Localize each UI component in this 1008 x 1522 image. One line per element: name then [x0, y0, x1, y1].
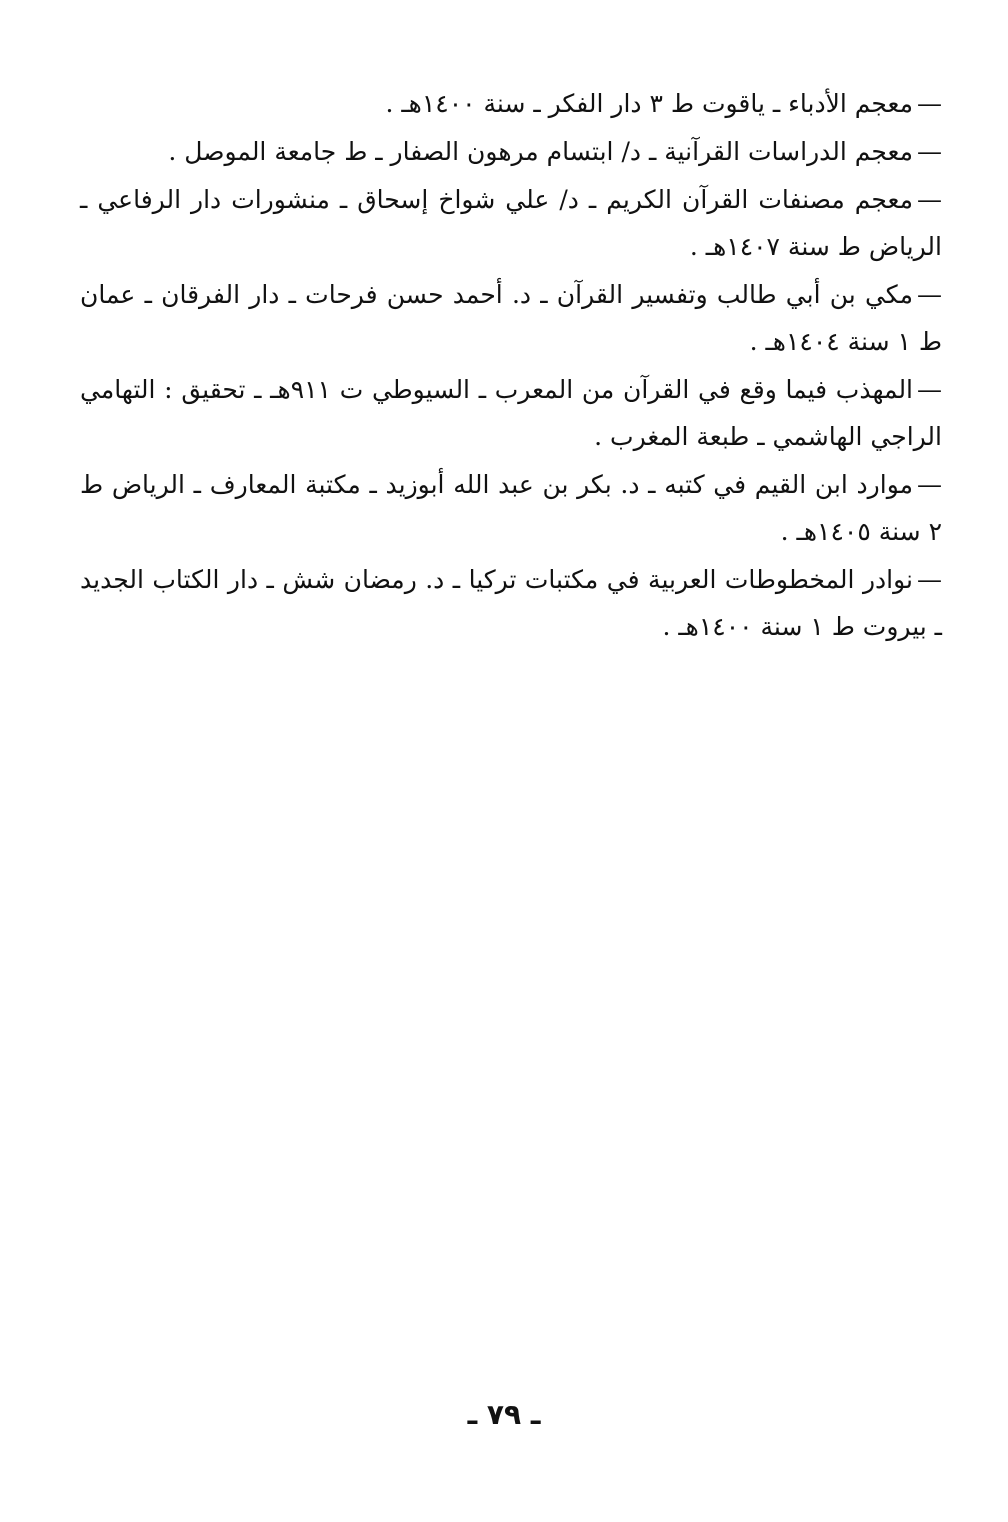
entry-dash: — — [917, 280, 942, 309]
reference-text: معجم مصنفات القرآن الكريم ـ د/ علي شواخ إسحاق ـ منشورات دار الرفاعي ـ الرياض ط سنة ١٤٠٧هـ . — [80, 185, 942, 261]
reference-entry — [80, 366, 942, 460]
entry-dash: — — [917, 137, 942, 166]
entry-dash: — — [917, 89, 942, 118]
reference-entry — [80, 271, 942, 365]
entry-dash: — — [917, 565, 942, 594]
reference-list — [80, 80, 942, 651]
reference-entry — [80, 128, 942, 175]
reference-text: المهذب فيما وقع في القرآن من المعرب ـ السيوطي ت ٩١١هـ ـ تحقيق : التهامي الراجي الهاشمي ـ طبعة المغرب . — [80, 375, 942, 451]
page-number: ـ ٧٩ ـ — [467, 1398, 541, 1431]
entry-dash: — — [917, 185, 942, 214]
reference-entry — [80, 461, 942, 555]
reference-text: معجم الأدباء ـ ياقوت ط ٣ دار الفكر ـ سنة ١٤٠٠هـ . — [385, 89, 913, 118]
entry-dash: — — [917, 375, 943, 404]
reference-text: موارد ابن القيم في كتبه ـ د. بكر بن عبد الله أبوزيد ـ مكتبة المعارف ـ الرياض ط ٢ سنة ١٤٠٥هـ . — [80, 470, 942, 546]
reference-text: معجم الدراسات القرآنية ـ د/ ابتسام مرهون الصفار ـ ط جامعة الموصل . — [168, 137, 913, 166]
reference-entry — [80, 80, 942, 127]
reference-text: نوادر المخطوطات العربية في مكتبات تركيا ـ د. رمضان شش ـ دار الكتاب الجديد ـ بيروت ط ١ سنة ١٤٠٠هـ . — [80, 565, 942, 641]
reference-entry — [80, 176, 942, 270]
reference-text: مكي بن أبي طالب وتفسير القرآن ـ د. أحمد حسن فرحات ـ دار الفرقان ـ عمان ط ١ سنة ١٤٠٤هـ . — [80, 280, 942, 356]
reference-entry — [80, 556, 942, 650]
entry-dash: — — [917, 470, 942, 499]
